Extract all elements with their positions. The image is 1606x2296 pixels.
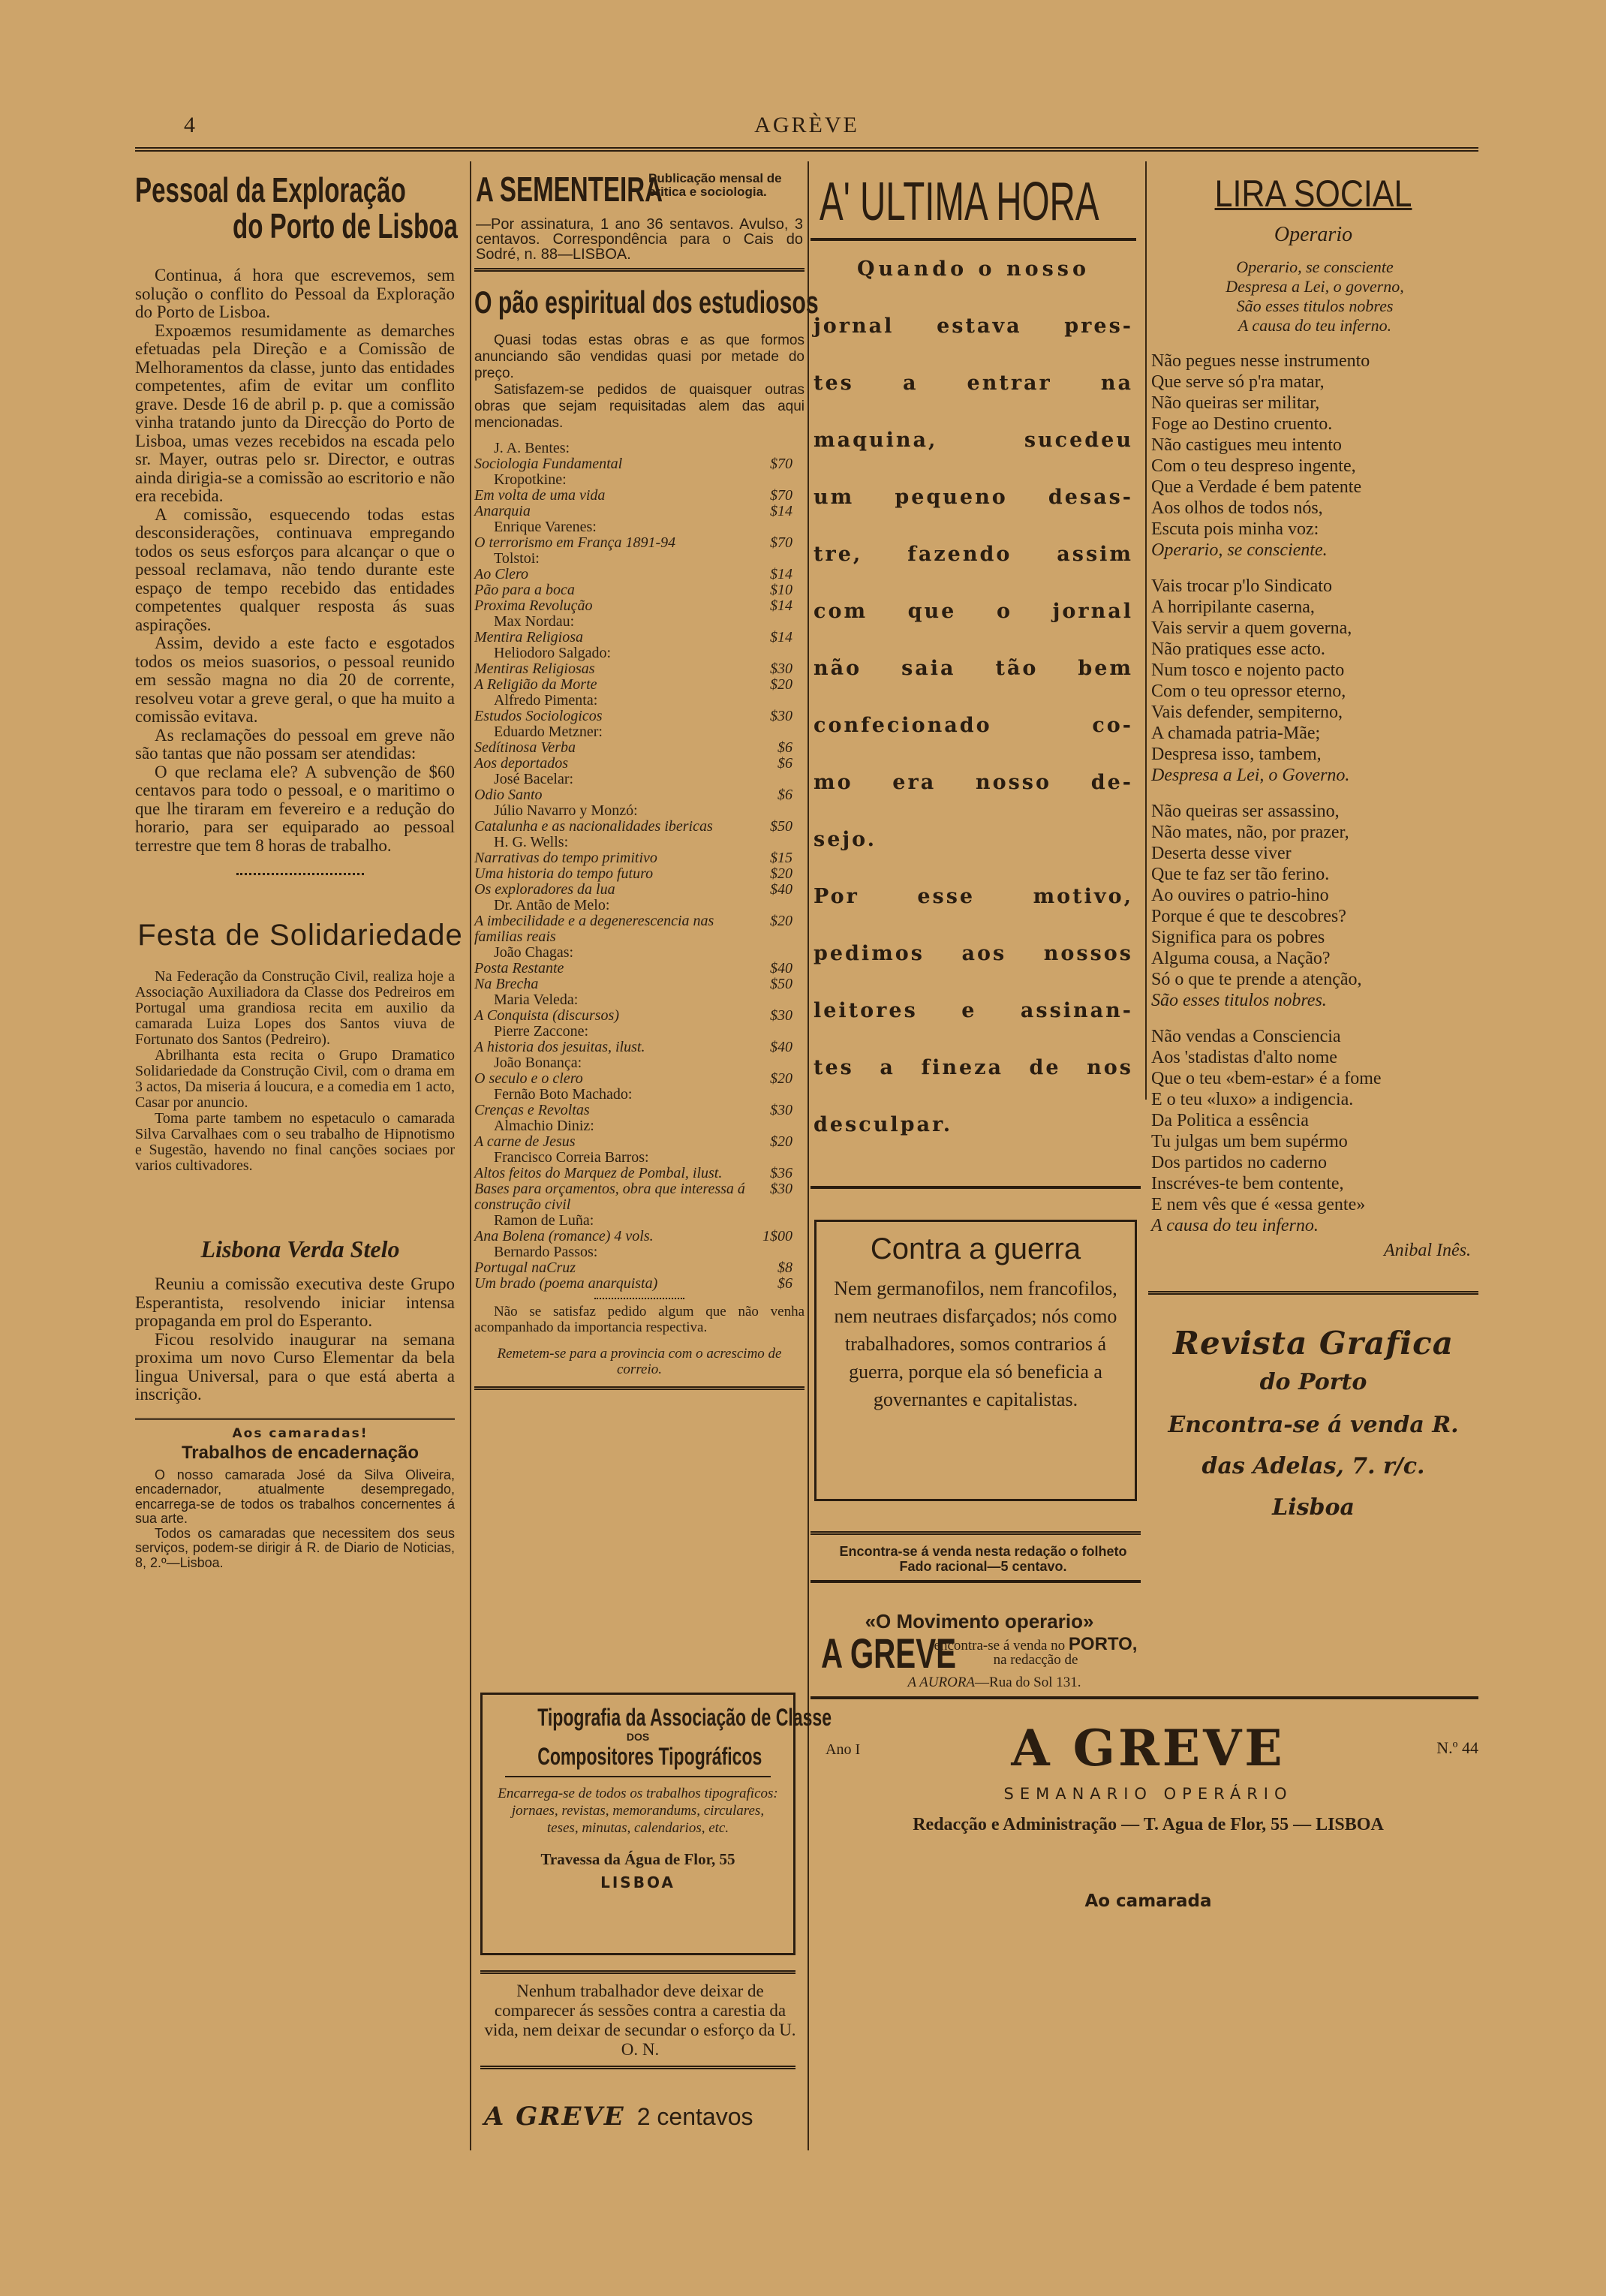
book-price: $30 — [770, 708, 792, 724]
notice-line: tre, fazendo assim — [814, 543, 1133, 566]
book-entry — [474, 961, 792, 976]
book-author: Kropotkine: — [494, 471, 567, 488]
lira-poem — [1148, 257, 1478, 1236]
book-author: João Bonança: — [494, 1055, 582, 1071]
pao-remetem: Remetem-se para a provincia com o acrescimo de correio. — [497, 1346, 782, 1377]
column-4 — [1148, 161, 1478, 1521]
poem-line: Com o teu opressor eterno, — [1151, 682, 1346, 701]
paragraph: Toma parte tambem no espetaculo o camarada Silva Carvalhaes com o seu trabalho de Hipnotismo e Sugestão, havendo no final canções sociaes por varios cultivadores. — [135, 1110, 455, 1174]
poem-line: A causa do teu inferno. — [1151, 1216, 1319, 1235]
notice-line: Por esse motivo, — [814, 885, 1133, 908]
ultima-title: A' ULTIMA HORA — [820, 172, 1099, 232]
book-list — [474, 441, 805, 1292]
poem-line: Escuta pois minha voz: — [1151, 519, 1319, 539]
movimento-ad — [818, 1610, 1141, 1696]
price-line — [484, 2102, 799, 2132]
section-rule — [811, 1186, 1141, 1189]
paragraph: A comissão, esquecendo todas estas desconsiderações, continuava empregando todos os seus esforços para alcançar o que o pessoal reclamava, não tendo durante este espaço de tempo recebido das entidades competentes qualquer resposta ás suas aspirações. — [135, 504, 455, 634]
poem-stanza — [1151, 351, 1478, 561]
sementeira-ad — [474, 172, 805, 262]
notice-line: confecionado co- — [814, 714, 1133, 737]
poem-line: Porque é que te descobres? — [1151, 907, 1346, 926]
poem-line: Deserta desse viver — [1151, 844, 1292, 863]
notice-line: jornal estava pres- — [814, 314, 1133, 338]
esperanto-title: Lisbona Verda Stelo — [200, 1235, 400, 1262]
book-price: $30 — [770, 1007, 792, 1024]
ultima-notice — [811, 241, 1141, 1154]
poem-line: Despresa isso, tambem, — [1151, 745, 1322, 764]
book-entry — [474, 976, 792, 992]
tipografia-dos: DOS — [626, 1731, 650, 1743]
section-rule — [480, 1970, 795, 1974]
poem-line: Que o teu «bem-estar» é a fome — [1151, 1069, 1382, 1088]
column-2 — [474, 161, 819, 1390]
book-title: A Conquista (discursos) — [474, 1007, 619, 1024]
poem-line: Num tosco e nojento pacto — [1151, 661, 1345, 680]
poem-line: Só o que te prende a atenção, — [1151, 970, 1362, 989]
page-number: 4 — [184, 113, 195, 137]
movimento-title: «O Movimento operario» — [865, 1610, 1094, 1632]
book-entry — [474, 709, 792, 724]
book-entry — [474, 1134, 792, 1150]
grafica-line5: Lisboa — [1272, 1494, 1355, 1521]
poem-line: Operario, se consciente — [1236, 257, 1394, 276]
book-entry — [474, 866, 792, 882]
book-title: A historia dos jesuitas, ilust. — [474, 1039, 645, 1055]
poem-line: Não queiras ser assassino, — [1151, 802, 1340, 821]
poem-line: Foge ao Destino cruento. — [1151, 414, 1333, 434]
book-entry — [474, 787, 792, 803]
book-price: $40 — [770, 1039, 792, 1055]
book-entry — [474, 535, 792, 551]
book-price: $20 — [770, 676, 792, 693]
notice-line: com que o jornal — [814, 600, 1133, 623]
book-title: A carne de Jesus — [474, 1133, 576, 1150]
section-rule — [474, 268, 805, 272]
notice-line: tes a fineza de nos — [814, 1056, 1133, 1079]
book-title: Sociologia Fundamental — [474, 456, 623, 472]
book-entry — [474, 1260, 792, 1276]
paragraph: As reclamações do pessoal em greve não são tantas que não possam ser atendidas: — [135, 725, 455, 763]
paragraph: Continua, á hora que escrevemos, sem solução o conflito do Pessoal da Exploração do Porto de Lisboa. — [135, 266, 455, 321]
header-rule — [135, 147, 1478, 152]
book-entry — [474, 567, 792, 582]
esperanto-article — [135, 1275, 465, 1404]
poem-line: Dos partidos no caderno — [1151, 1153, 1327, 1172]
lira-title: LIRA SOCIAL — [1214, 173, 1412, 215]
pao-outro — [474, 1304, 805, 1335]
grafica-line4: das Adelas, 7. r/c. — [1201, 1453, 1425, 1479]
mast-sub: SEMANARIO OPERÁRIO — [1003, 1785, 1293, 1803]
notice-line: um pequeno desas- — [814, 486, 1133, 509]
book-title: Os exploradores da lua — [474, 881, 615, 898]
book-price: $20 — [770, 1133, 792, 1150]
poem-line: Não castigues meu intento — [1151, 435, 1342, 455]
book-title: A imbecilidade e a degenerescencia nas familias reais — [474, 913, 714, 945]
newspaper-title: AGRÈVE — [754, 113, 859, 137]
tipografia-ad — [480, 1693, 832, 1955]
ornament-divider — [236, 873, 364, 875]
book-author: Fernão Boto Machado: — [494, 1086, 633, 1103]
poem-line: Tu julgas um bem supérmo — [1151, 1132, 1348, 1151]
tipografia-city: LISBOA — [600, 1873, 675, 1891]
mast-ano: Ano I — [826, 1741, 861, 1758]
movimento-address: A AURORA—Rua do Sol 131. — [907, 1675, 1081, 1690]
book-entry — [474, 740, 792, 756]
guerra-box — [814, 1220, 1137, 1501]
book-entry — [474, 913, 792, 945]
poem-line: A chamada patria-Mãe; — [1151, 724, 1321, 743]
book-price: $6 — [777, 739, 792, 756]
poem-line: A causa do teu inferno. — [1238, 316, 1392, 335]
poem-line: E nem vês que é «essa gente» — [1151, 1195, 1366, 1214]
book-entry — [474, 819, 792, 835]
poem-line: Vais defender, sempiterno, — [1151, 703, 1343, 722]
book-author: Maria Veleda: — [494, 992, 579, 1008]
poem-line: A horripilante caserna, — [1151, 597, 1315, 617]
poem-line: Que te faz ser tão ferino. — [1151, 865, 1330, 884]
poem-line: São esses titulos nobres. — [1151, 991, 1327, 1010]
notice-line: maquina, sucedeu — [814, 429, 1133, 452]
book-entry — [474, 677, 792, 693]
book-author: João Chagas: — [494, 944, 574, 961]
book-title: Mentiras Religiosas — [474, 661, 595, 677]
book-title: Sedítinosa Verba — [474, 739, 576, 756]
fado-notice: Encontra-se á venda nesta redação o folheto Fado racional—5 centavo. — [839, 1544, 1127, 1574]
paragraph: Não se satisfaz pedido algum que não venha acompanhado da importancia respectiva. — [474, 1304, 805, 1335]
book-title: Posta Restante — [474, 960, 564, 976]
book-title: Mentira Religiosa — [474, 629, 583, 645]
poem-stanza — [1151, 801, 1478, 1011]
book-author: Bernardo Passos: — [494, 1244, 598, 1260]
page-header — [135, 113, 1478, 143]
book-title: Uma historia do tempo futuro — [474, 865, 654, 882]
book-price: $70 — [770, 534, 792, 551]
notice-line: tes a entrar na — [814, 372, 1133, 395]
book-author: H. G. Wells: — [494, 834, 569, 850]
book-entry — [474, 1040, 792, 1055]
column-3 — [811, 161, 1141, 1154]
sementeira-name: A SEMENTEIRA — [476, 170, 663, 209]
poem-line: Não pratiques esse acto. — [1151, 639, 1325, 659]
encadernacao-kicker: Aos camaradas! — [232, 1425, 368, 1441]
book-price: $6 — [777, 1275, 792, 1292]
book-price: 1$00 — [762, 1228, 792, 1244]
book-entry — [474, 456, 792, 472]
poem-line: Despresa a Lei, o governo, — [1226, 277, 1404, 296]
column-rule-1 — [470, 161, 471, 2150]
book-author: Enrique Varenes: — [494, 519, 597, 535]
poem-line: Da Politica a essência — [1151, 1111, 1309, 1130]
book-author: Max Nordau: — [494, 613, 575, 630]
price-paper-name: A GREVE — [484, 2102, 625, 2132]
tipografia-title2: Compositores Tipográficos — [537, 1743, 762, 1770]
notice-line: desculpar. — [814, 1113, 953, 1136]
section-rule — [811, 1531, 1141, 1535]
encadernacao-title: Trabalhos de encadernação — [181, 1442, 420, 1463]
book-title: Ao Clero — [474, 566, 529, 582]
lira-author: Anibal Inês. — [1384, 1241, 1471, 1260]
paragraph: Assim, devido a este facto e esgotados todos os meios suasorios, o pessoal reunido em sessão magna no dia 20 de corrente, resolveu votar a greve geral, o que ha muito a comissão evitava. — [135, 633, 455, 726]
section-rule — [135, 1418, 455, 1420]
column-rule-3 — [1145, 161, 1147, 1100]
book-title: Catalunha e as nacionalidades ibericas — [474, 818, 713, 835]
book-author: José Bacelar: — [494, 771, 574, 787]
exploracao-title-line2: do Porto de Lisboa — [233, 206, 458, 245]
poem-line: Com o teu despreso ingente, — [1151, 456, 1356, 476]
book-entry — [474, 1103, 792, 1118]
book-entry — [474, 1229, 792, 1244]
book-price: $70 — [770, 456, 792, 472]
poem-line: Despresa a Lei, o Governo. — [1151, 766, 1350, 785]
book-title: O terrorismo em França 1891-94 — [474, 534, 676, 551]
book-entry — [474, 1071, 792, 1087]
poem-line: Operario, se consciente. — [1151, 540, 1328, 560]
book-title: Portugal naCruz — [474, 1259, 576, 1276]
mast-number: N.º 44 — [1436, 1738, 1478, 1757]
book-price: $40 — [770, 881, 792, 898]
book-price: $50 — [770, 976, 792, 992]
section-rule — [474, 1386, 805, 1390]
movimento-text: encontra-se á venda no PORTO, na redacção de — [934, 1634, 1138, 1668]
book-title: Ana Bolena (romance) 4 vols. — [474, 1228, 654, 1244]
poem-line: Não vendas a Consciencia — [1151, 1027, 1341, 1046]
book-title: O seculo e o clero — [474, 1070, 583, 1087]
book-price: $15 — [770, 850, 792, 866]
movimento-name: A GREVE — [821, 1629, 956, 1677]
poem-line: Que a Verdade é bem patente — [1151, 477, 1362, 497]
poem-line: Vais servir a quem governa, — [1151, 618, 1352, 638]
paragraph: Todos os camaradas que necessitem dos seus serviços, podem-se dirigir á R. de Diario de Noticias, 8, 2.º—Lisboa. — [135, 1525, 455, 1570]
book-author: Dr. Antão de Melo: — [494, 897, 610, 913]
notice-line: mo era nosso de- — [814, 771, 1133, 794]
section-rule — [480, 2066, 795, 2069]
book-price: $30 — [770, 1102, 792, 1118]
pao-intro — [474, 333, 805, 432]
book-entry — [474, 598, 792, 614]
exploracao-article — [135, 266, 465, 855]
book-price: $40 — [770, 960, 792, 976]
encadernacao-article — [135, 1468, 465, 1571]
paragraph: Ficou resolvido inaugurar na semana proxima um novo Curso Elementar da bela lingua Universal, para o que está aberta a inscrição. — [135, 1329, 455, 1404]
notice-line: não saia tão bem — [814, 657, 1133, 680]
book-entry — [474, 1008, 792, 1024]
book-author: Pierre Zaccone: — [494, 1023, 589, 1040]
book-price: $6 — [777, 755, 792, 772]
book-author: Heliodoro Salgado: — [494, 645, 612, 661]
book-author: Eduardo Metzner: — [494, 724, 603, 740]
paragraph: O que reclama ele? A subvenção de $60 centavos para todo o pessoal, e o maritimo o que lhe tiraram em fevereiro e a redução do horario, para ser equiparado ao pessoal terrestre que tem 8 horas de trabalho. — [135, 762, 455, 855]
column-1 — [135, 161, 465, 1570]
book-author: Tolstoi: — [494, 550, 540, 567]
notice-line: leitores e assinan- — [814, 999, 1133, 1022]
book-title: Proxima Revolução — [474, 597, 593, 614]
poem-stanza — [1151, 576, 1478, 786]
tipografia-title1: Tipografia da Associação de Classe — [537, 1704, 832, 1731]
nenhum-notice: Nenhum trabalhador deve deixar de comparecer ás sessões contra a carestia da vida, nem deixar de secundar o esforço da U. O. N. — [484, 1982, 796, 2059]
paragraph: Expoæmos resumidamente as demarches efetuadas pela Direção e a Comissão de Melhoramentos da classe, junto das entidades competentes, afim de evitar um conflito grave. Desde 16 de abril p. p. que a comissão vinha tratando junto da Direcção do Porto de Lisboa, umas vezes recebidos na escada pelo sr. Mayer, outras pelo sr. Director, e outras ainda dirigia-se a comissão ao escritorio e não era recebida. — [135, 320, 455, 505]
book-entry — [474, 582, 792, 598]
festa-title: Festa de Solidariedade — [137, 919, 463, 952]
book-title: Pão para a boca — [474, 582, 575, 598]
book-title: Crenças e Revoltas — [474, 1102, 590, 1118]
book-author: Alfredo Pimenta: — [494, 692, 598, 709]
book-price: $14 — [770, 597, 792, 614]
poem-line: Significa para os pobres — [1151, 928, 1325, 947]
poem-line: Não pegues nesse instrumento — [1151, 351, 1370, 371]
tipografia-address: Travessa da Água de Flor, 55 — [540, 1850, 735, 1868]
poem-line: Vais trocar p'lo Sindicato — [1151, 576, 1332, 596]
sementeira-sub: Publicação mensal de critica e sociologia. — [648, 171, 782, 199]
subscription-slip — [818, 1704, 1478, 2169]
mast-name: A GREVE — [1011, 1719, 1286, 1777]
poem-line: E o teu «luxo» a indigencia. — [1151, 1090, 1354, 1109]
book-entry — [474, 630, 792, 645]
book-author: Júlio Navarro y Monzó: — [494, 802, 638, 819]
book-price: $70 — [770, 487, 792, 504]
grafica-title: Revista Grafica — [1173, 1325, 1454, 1362]
paragraph: Reuniu a comissão executiva deste Grupo Esperantista, resolvendo iniciar intensa propaganda em prol do Esperanto. — [135, 1274, 455, 1330]
poem-line: Não mates, não, por prazer, — [1151, 823, 1349, 842]
book-title: Um brado (poema anarquista) — [474, 1275, 658, 1292]
poem-line: Que serve só p'ra matar, — [1151, 372, 1325, 392]
book-price: $20 — [770, 1070, 792, 1087]
grafica-line3: Encontra-se á venda R. — [1168, 1412, 1459, 1438]
mast-address: Redacção e Administração — T. Agua de Flor, 55 — LISBOA — [913, 1815, 1384, 1834]
book-title: Bases para orçamentos, obra que interessa á construção civil — [474, 1181, 745, 1213]
book-title: Na Brecha — [474, 976, 539, 992]
book-price: $30 — [770, 1181, 792, 1197]
book-entry — [474, 661, 792, 677]
exploracao-headline — [135, 172, 458, 247]
book-author: Almachio Diniz: — [494, 1118, 594, 1134]
mast-camarada: Ao camarada — [1084, 1891, 1212, 1911]
book-price: $14 — [770, 566, 792, 582]
book-price: $20 — [770, 913, 792, 929]
book-entry — [474, 850, 792, 866]
book-title: Aos deportados — [474, 755, 568, 772]
book-price: $14 — [770, 503, 792, 519]
guerra-title: Contra a guerra — [870, 1232, 1081, 1265]
book-price: $36 — [770, 1165, 792, 1181]
guerra-text: Nem germanofilos, nem francofilos, nem neutraes disfarçados; nós como trabalhadores, somos contrarios á guerra, porque ela só beneficia a governantes e capitalistas. — [834, 1277, 1117, 1410]
book-entry — [474, 1181, 792, 1213]
book-price: $30 — [770, 661, 792, 677]
notice-line: Quando o nosso — [856, 257, 1090, 281]
section-rule — [811, 1696, 1478, 1699]
book-author: Francisco Correia Barros: — [494, 1149, 649, 1166]
book-title: Altos feitos do Marquez de Pombal, ilust. — [474, 1165, 723, 1181]
book-entry — [474, 1166, 792, 1181]
notice-line: sejo. — [814, 828, 877, 851]
book-title: A Religião da Morte — [474, 676, 597, 693]
book-entry — [474, 1276, 792, 1292]
poem-line: Aos olhos de todos nós, — [1151, 498, 1323, 518]
paragraph: Quasi todas estas obras e as que formos anunciando são vendidas quasi por metade do preço. — [474, 333, 805, 381]
paragraph: Satisfazem-se pedidos de quaisquer outras obras que sejam requisitadas alem das aqui mencionadas. — [474, 382, 805, 431]
book-title: Em volta de uma vida — [474, 487, 606, 504]
poem-line: Alguma cousa, a Nação? — [1151, 949, 1331, 968]
lira-sub: Operario — [1274, 223, 1353, 246]
book-entry — [474, 756, 792, 772]
poem-line: São esses titulos nobres — [1236, 296, 1394, 315]
book-price: $50 — [770, 818, 792, 835]
poem-line: Não queiras ser militar, — [1151, 393, 1320, 413]
sementeira-text: —Por assinatura, 1 ano 36 sentavos. Avulso, 3 centavos. Correspondência para o Cais do Sodré, n. 88—LISBOA. — [476, 216, 803, 263]
book-price: $10 — [770, 582, 792, 598]
festa-article — [135, 969, 465, 1174]
ornament-divider — [594, 1298, 684, 1299]
poem-line: Aos 'stadistas d'alto nome — [1151, 1048, 1337, 1067]
exploracao-title-line1: Pessoal da Exploração — [135, 170, 406, 209]
section-rule — [811, 1580, 1141, 1583]
paragraph: Na Federação da Construção Civil, realiza hoje a Associação Auxiliadora da Classe dos Pedreiros em Portugal uma grandiosa recita em auxilio da camarada Luiza Lopes dos Santos viuva de Fortunato dos Santos (Pedreiro). — [135, 968, 455, 1048]
column-rule-2 — [808, 161, 809, 2150]
paragraph: O nosso camarada José da Silva Oliveira, encadernador, atualmente desempregado, encarrega-se de todos os trabalhos concernentes á sua arte. — [135, 1467, 455, 1526]
poem-stanza — [1151, 257, 1478, 336]
pao-title: O pão espiritual dos estudiosos — [474, 284, 819, 320]
book-price: $14 — [770, 629, 792, 645]
book-author: J. A. Bentes: — [494, 440, 570, 456]
book-entry — [474, 882, 792, 898]
poem-line: Ao ouvires o patrio-hino — [1151, 886, 1329, 905]
poem-stanza — [1151, 1026, 1478, 1236]
tipografia-body: Encarrega-se de todos os trabalhos tipograficos: jornaes, revistas, memorandums, circulares, teses, minutas, calendarios, etc. — [498, 1786, 778, 1836]
book-entry — [474, 488, 792, 504]
book-title: Odio Santo — [474, 787, 543, 803]
book-title: Narrativas do tempo primitivo — [474, 850, 657, 866]
section-rule — [1148, 1291, 1478, 1295]
book-price: $20 — [770, 865, 792, 882]
book-entry — [474, 504, 792, 519]
price-value: 2 centavos — [636, 2103, 753, 2130]
book-price: $6 — [777, 787, 792, 803]
paragraph: Abrilhanta esta recita o Grupo Dramatico Solidariedade da Construção Civil, com o drama em 3 actos, Da miseria á loucura, e a comedia em 1 acto, Casar por anuncio. — [135, 1047, 455, 1111]
book-price: $8 — [777, 1259, 792, 1276]
book-author: Ramon de Luña: — [494, 1212, 594, 1229]
poem-line: Inscréves-te bem contente, — [1151, 1174, 1344, 1193]
book-title: Estudos Sociologicos — [474, 708, 603, 724]
grafica-sub: do Porto — [1259, 1369, 1367, 1395]
notice-line: pedimos aos nossos — [814, 942, 1133, 965]
book-title: Anarquia — [474, 503, 531, 519]
